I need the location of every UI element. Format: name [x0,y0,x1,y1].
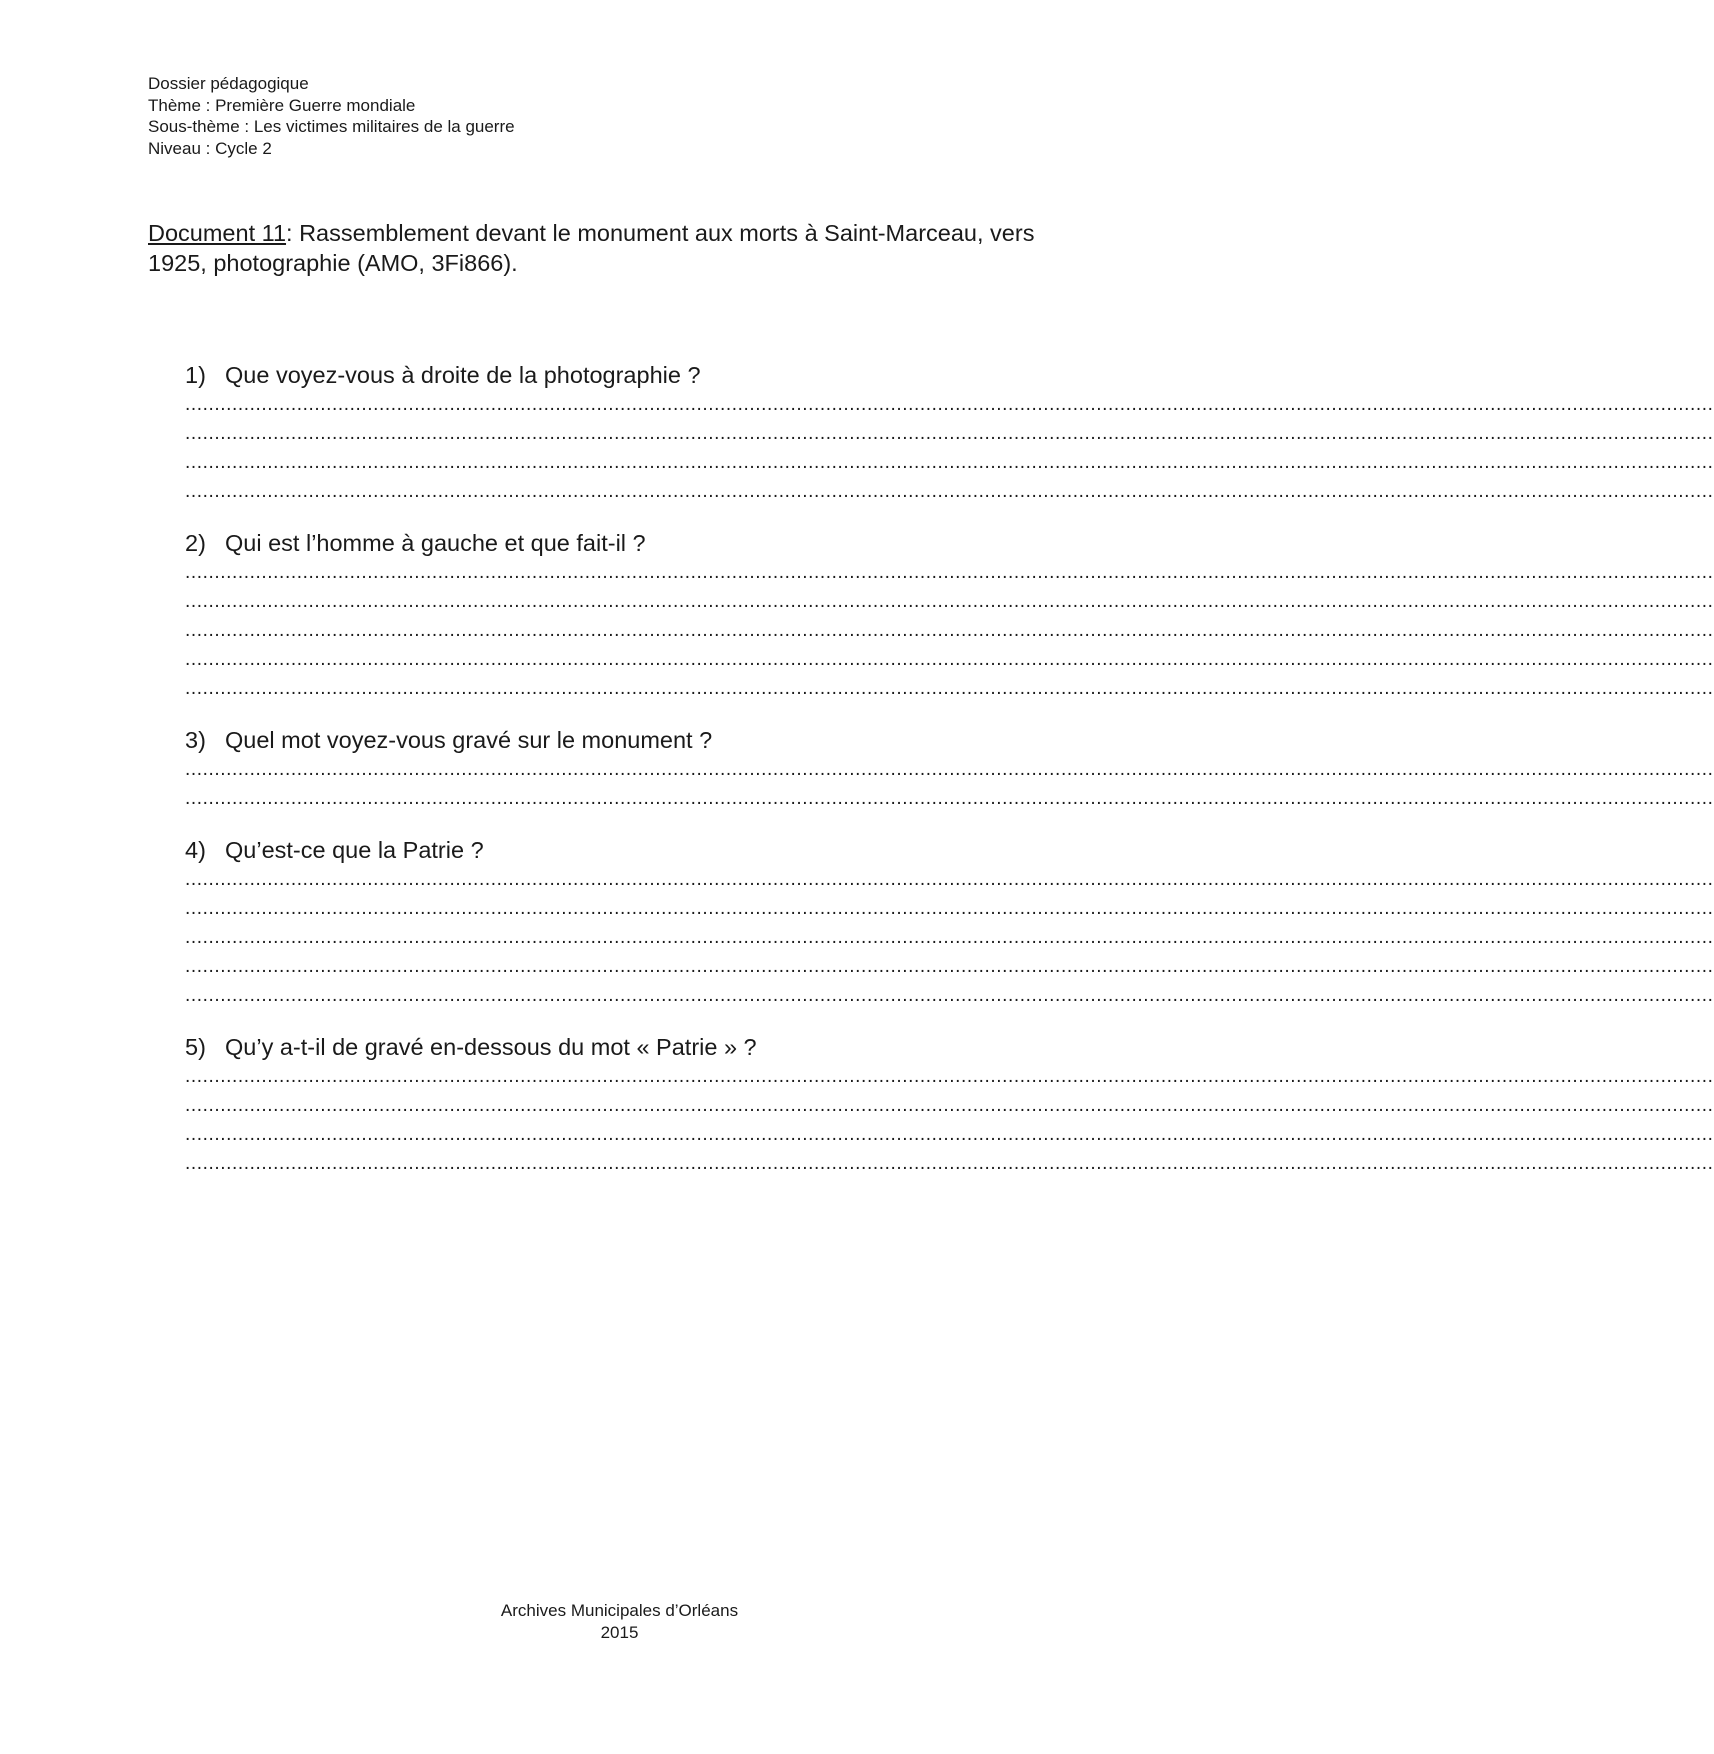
answer-line[interactable]: .................................................................................................................................................................................................................................................................... [185,394,1714,415]
answer-line[interactable]: .................................................................................................................................................................................................................................................................... [185,1095,1714,1116]
header-level: Niveau : Cycle 2 [148,138,272,158]
footer-year: 2015 [600,1623,639,1642]
answer-line[interactable]: .................................................................................................................................................................................................................................................................... [185,562,1714,583]
header-theme: Thème : Première Guerre mondiale [148,95,416,115]
question-number: 4) [185,837,206,863]
answer-line[interactable]: .................................................................................................................................................................................................................................................................... [185,591,1714,612]
answer-line[interactable]: .................................................................................................................................................................................................................................................................... [185,927,1714,948]
question-1 [185,360,1714,506]
answer-line[interactable]: .................................................................................................................................................................................................................................................................... [185,620,1714,641]
question-text: Qu’y a-t-il de gravé en-dessous du mot « Patrie » ? [225,1034,757,1060]
question-5 [185,1032,1714,1178]
question-number: 5) [185,1034,206,1060]
question-title [185,360,1055,390]
answer-line[interactable]: .................................................................................................................................................................................................................................................................... [185,985,1714,1006]
question-number: 2) [185,530,206,556]
answer-line[interactable]: .................................................................................................................................................................................................................................................................... [185,869,1714,890]
header-dossier: Dossier pédagogique [148,74,309,93]
question-3 [185,725,1714,813]
answer-line[interactable]: .................................................................................................................................................................................................................................................................... [185,481,1714,502]
question-title [185,528,1055,558]
question-title [185,725,1055,755]
answer-line[interactable]: .................................................................................................................................................................................................................................................................... [185,956,1714,977]
answer-line[interactable]: .................................................................................................................................................................................................................................................................... [185,452,1714,473]
question-text: Qui est l’homme à gauche et que fait-il ? [225,530,646,556]
answer-line[interactable]: .................................................................................................................................................................................................................................................................... [185,423,1714,444]
document-caption-text: : Rassemblement devant le monument aux morts à Saint-Marceau, vers 1925, photographie (AMO, 3Fi866). [148,220,1035,276]
question-title [185,835,1055,865]
question-2 [185,528,1714,703]
question-text: Que voyez-vous à droite de la photographie ? [225,362,701,388]
answer-line[interactable]: .................................................................................................................................................................................................................................................................... [185,898,1714,919]
document-header [148,73,515,159]
answer-line[interactable]: .................................................................................................................................................................................................................................................................... [185,788,1714,809]
document-ref: Document 11 [148,220,287,246]
answer-line[interactable]: .................................................................................................................................................................................................................................................................... [185,1124,1714,1145]
header-subtheme: Sous-thème : Les victimes militaires de la guerre [148,117,515,136]
questions-list [185,360,1714,1178]
answer-line[interactable]: .................................................................................................................................................................................................................................................................... [185,678,1714,699]
page-footer [0,1600,1239,1644]
answer-line[interactable]: .................................................................................................................................................................................................................................................................... [185,1066,1714,1087]
question-text: Quel mot voyez-vous gravé sur le monument ? [225,727,713,753]
answer-line[interactable]: .................................................................................................................................................................................................................................................................... [185,1153,1714,1174]
answer-line[interactable]: .................................................................................................................................................................................................................................................................... [185,649,1714,670]
question-number: 1) [185,362,206,388]
question-4 [185,835,1714,1010]
question-number: 3) [185,727,206,753]
question-title [185,1032,1055,1062]
footer-archives: Archives Municipales d’Orléans [500,1601,739,1620]
answer-line[interactable]: .................................................................................................................................................................................................................................................................... [185,759,1714,780]
question-text: Qu’est-ce que la Patrie ? [225,837,484,863]
document-caption [148,218,1068,278]
